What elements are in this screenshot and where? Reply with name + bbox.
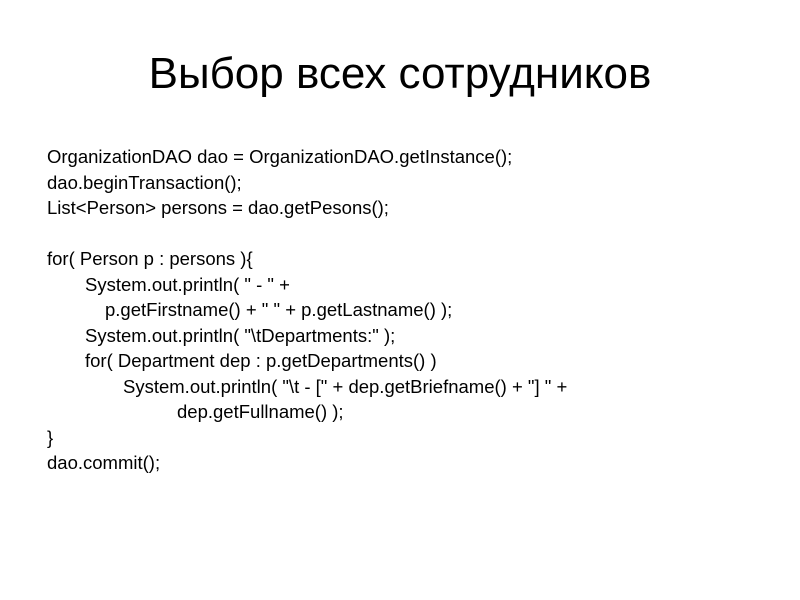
code-line: dao.beginTransaction(); [47, 171, 242, 193]
code-line: for( Department dep : p.getDepartments() ) [85, 350, 437, 371]
code-line: System.out.println( "\tDepartments:" ); [85, 324, 396, 346]
slide-title: Выбор всех сотрудников [148, 49, 652, 98]
code-line: System.out.println( "\t - [" + dep.getBriefname() + "] " + [123, 375, 568, 397]
code-line [47, 221, 787, 247]
code-line: } [47, 426, 54, 448]
code-block [47, 144, 787, 476]
code-line: System.out.println( " - " + [85, 273, 290, 295]
code-line: dao.commit(); [47, 452, 161, 473]
code-line: List<Person> persons = dao.getPesons(); [47, 197, 389, 218]
code-line: OrganizationDAO dao = OrganizationDAO.getInstance(); [47, 146, 513, 167]
code-line: p.getFirstname() + " " + p.getLastname() ); [105, 299, 453, 320]
code-line: for( Person p : persons ){ [47, 248, 253, 269]
code-line: dep.getFullname() ); [177, 401, 344, 422]
